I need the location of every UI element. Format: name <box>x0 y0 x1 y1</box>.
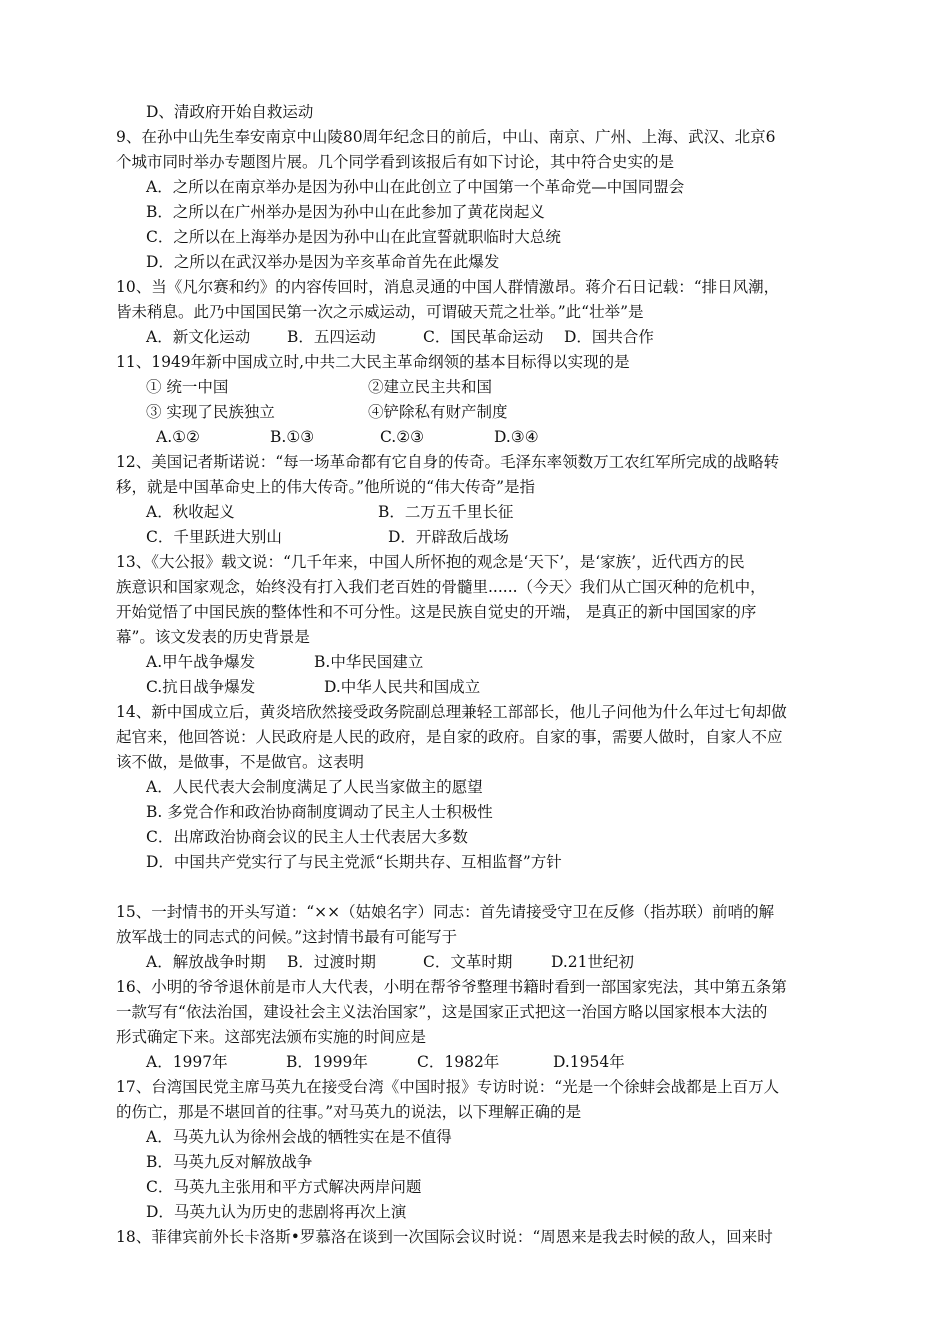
question-17 <box>116 1075 846 1225</box>
question-9 <box>116 125 846 275</box>
q16-stem-line: 16、小明的爷爷退休前是市人大代表，小明在帮爷爷整理书籍时看到一部国家宪法，其中第五条第 <box>116 978 787 996</box>
q10-stem-line: 皆未稍息。此乃中国国民第一次之示威运动，可谓破天荒之壮举。”此“壮举”是 <box>116 303 644 321</box>
q10-option-a: A．新文化运动 <box>146 328 251 346</box>
question-15 <box>116 900 846 975</box>
q14-option-d: D．中国共产党实行了与民主党派“长期共存、互相监督”方针 <box>146 853 562 871</box>
q17-option-d: D．马英九认为历史的悲剧将再次上演 <box>146 1203 407 1221</box>
q11-items-row <box>116 400 846 425</box>
question-11 <box>116 350 846 450</box>
q15-option-c: C．文革时期 <box>423 953 513 971</box>
q17-option-a: A．马英九认为徐州会战的牺牲实在是不值得 <box>146 1128 452 1146</box>
q14-stem-line: 起官来，他回答说：人民政府是人民的政府，是自家的政府。自家的事，需要人做时，自家人不应 <box>116 728 783 746</box>
q9-option-c: C．之所以在上海举办是因为孙中山在此宣誓就职临时大总统 <box>146 228 561 246</box>
q16-option-b: B．1999年 <box>286 1053 368 1071</box>
q9-option-a: A．之所以在南京举办是因为孙中山在此创立了中国第一个革命党—中国同盟会 <box>146 178 685 196</box>
q16-stem-line: 一款写有“依法治国，建设社会主义法治国家”，这是国家正式把这一治国方略以国家根本大法的 <box>116 1003 768 1021</box>
q11-stem: 11、1949年新中国成立时,中共二大民主革命纲领的基本目标得以实现的是 <box>116 353 630 371</box>
q14-option-c: C．出席政治协商会议的民主人士代表居大多数 <box>146 828 468 846</box>
q17-stem-line: 17、台湾国民党主席马英九在接受台湾《中国时报》专访时说：“光是一个徐蚌会战都是上百万人 <box>116 1078 780 1096</box>
q11-option-b: B.①③ <box>270 428 315 446</box>
q11-item-4: ④铲除私有财产制度 <box>368 403 508 421</box>
q15-options <box>116 950 846 975</box>
q15-option-a: A．解放战争时期 <box>146 953 266 971</box>
q11-item-3: ③ 实现了民族独立 <box>146 403 275 421</box>
q11-option-a: A.①② <box>156 428 200 446</box>
q11-options <box>116 425 846 450</box>
q11-item-2: ②建立民主共和国 <box>368 378 493 396</box>
q15-option-d: D.21世纪初 <box>551 953 635 971</box>
spacer <box>116 875 846 900</box>
q15-option-b: B．过渡时期 <box>287 953 376 971</box>
q12-option-b: B．二万五千里长征 <box>378 503 514 521</box>
question-10 <box>116 275 846 350</box>
q13-stem-line: 幕”。该文发表的历史背景是 <box>116 628 310 646</box>
q16-stem-line: 形式确定下来。这部宪法颁布实施的时间应是 <box>116 1028 427 1046</box>
q13-option-c: C.抗日战争爆发 <box>146 678 256 696</box>
q13-stem-line: 族意识和国家观念，始终没有打入我们老百姓的骨髓里......（今天〉我们从亡国灭种的危机中， <box>116 578 766 596</box>
q15-stem-line: 15、一封情书的开头写道：“××（姑娘名字）同志：首先请接受守卫在反修（指苏联）前哨的解 <box>116 903 775 921</box>
q11-option-d: D.③④ <box>494 428 539 446</box>
q12-stem-line: 12、美国记者斯诺说：“每一场革命都有它自身的传奇。毛泽东率领数万工农红军所完成的战略转 <box>116 453 780 471</box>
q9-stem-line: 个城市同时举办专题图片展。几个同学看到该报后有如下讨论，其中符合史实的是 <box>116 153 675 171</box>
q10-option-b: B．五四运动 <box>287 328 376 346</box>
question-12 <box>116 450 846 550</box>
q15-stem-line: 放军战士的同志式的问候。”这封情书最有可能写于 <box>116 928 458 946</box>
exam-page <box>116 100 846 1250</box>
q11-option-c: C.②③ <box>380 428 425 446</box>
q13-options-row <box>116 650 846 675</box>
q11-item-1: ① 统一中国 <box>146 378 229 396</box>
q10-option-c: C．国民革命运动 <box>423 328 544 346</box>
question-14 <box>116 700 846 875</box>
q10-options <box>116 325 846 350</box>
question-16 <box>116 975 846 1075</box>
q17-stem-line: 的伤亡，那是不堪回首的往事。”对马英九的说法，以下理解正确的是 <box>116 1103 582 1121</box>
question-18 <box>116 1225 846 1250</box>
q12-option-a: A．秋收起义 <box>146 503 235 521</box>
q11-items-row <box>116 375 846 400</box>
q17-option-c: C．马英九主张用和平方式解决两岸问题 <box>146 1178 422 1196</box>
q12-options-row <box>116 500 846 525</box>
q9-option-b: B．之所以在广州举办是因为孙中山在此参加了黄花岗起义 <box>146 203 545 221</box>
q16-options <box>116 1050 846 1075</box>
q17-option-b: B．马英九反对解放战争 <box>146 1153 313 1171</box>
q13-stem-line: 开始觉悟了中国民族的整体性和不可分性。这是民族自觉史的开端， 是真正的新中国国家的序 <box>116 603 757 621</box>
q12-option-d: D．开辟敌后战场 <box>388 528 509 546</box>
q9-option-d: D．之所以在武汉举办是因为辛亥革命首先在此爆发 <box>146 253 500 271</box>
q16-option-c: C．1982年 <box>417 1053 500 1071</box>
q14-option-b: B. 多党合作和政治协商制度调动了民主人士积极性 <box>146 803 493 821</box>
q13-option-a: A.甲午战争爆发 <box>146 653 256 671</box>
q18-stem-line: 18、菲律宾前外长卡洛斯•罗慕洛在谈到一次国际会议时说：“周恩来是我去时候的敌人，回来时 <box>116 1228 773 1246</box>
q12-option-c: C．千里跃进大别山 <box>146 528 282 546</box>
q13-stem-line: 13、《大公报》载文说：“几千年来，中国人所怀抱的观念是‘天下’，是‘家族’，近代西方的民 <box>116 553 745 571</box>
q13-options-row <box>116 675 846 700</box>
q9-stem-line: 9、在孙中山先生奉安南京中山陵80周年纪念日的前后，中山、南京、广州、上海、武汉、北京6 <box>116 128 776 146</box>
q13-option-d: D.中华人民共和国成立 <box>324 678 481 696</box>
q16-option-d: D.1954年 <box>553 1053 625 1071</box>
q12-options-row <box>116 525 846 550</box>
q14-stem-line: 该不做，是做事，不是做官。这表明 <box>116 753 365 771</box>
q8-option-d: D、清政府开始自救运动 <box>146 103 314 121</box>
q14-stem-line: 14、新中国成立后，黄炎培欣然接受政务院副总理兼轻工部部长，他儿子问他为什么年过七旬却做 <box>116 703 787 721</box>
question-13 <box>116 550 846 700</box>
q12-stem-line: 移，就是中国革命史上的伟大传奇。”他所说的“伟大传奇”是指 <box>116 478 536 496</box>
q10-option-d: D．国共合作 <box>564 328 654 346</box>
q13-option-b: B.中华民国建立 <box>314 653 424 671</box>
q10-stem-line: 10、当《凡尔赛和约》的内容传回时，消息灵通的中国人群情激昂。蒋介石日记载：“排日风潮， <box>116 278 780 296</box>
q14-option-a: A．人民代表大会制度满足了人民当家做主的愿望 <box>146 778 483 796</box>
q16-option-a: A．1997年 <box>146 1053 228 1071</box>
